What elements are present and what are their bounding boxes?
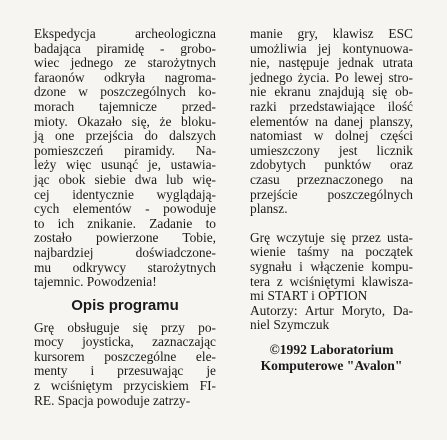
text-line: cej identycznie wyglądają-	[34, 186, 216, 202]
text-line: zostało powierzone Tobie,	[34, 230, 216, 246]
text-line: plansz.	[250, 201, 288, 217]
paragraph-gap	[250, 217, 413, 231]
text-line: elementów na danej planszy,	[250, 113, 413, 129]
text-line: cych elementów - powoduje	[34, 201, 216, 217]
text-line: natomiast w dolnej części	[250, 128, 413, 144]
text-line: badająca piramidę - grobo-	[34, 40, 216, 56]
text-line: tera z wciśniętymi klawisza-	[250, 273, 413, 289]
text-line: jąc obok siebie dwa lub wię-	[34, 171, 216, 187]
text-line: tajemnic. Powodzenia!	[34, 274, 157, 290]
text-line: jednego życia. Po lewej stro-	[250, 69, 413, 85]
text-line: morach tajemnicze przed-	[34, 98, 216, 114]
text-line: umożliwia jej kontynuowa-	[250, 40, 413, 56]
text-line: ją one przejścia do dalszych	[34, 128, 216, 144]
text-line: sygnału i włączenie kompu-	[250, 258, 413, 274]
text-line: menty i przesuwając je	[34, 363, 216, 379]
loading-instructions-paragraph	[250, 231, 413, 333]
text-line: leży więc usunąć je, ustawia-	[34, 157, 216, 173]
text-line: Ekspedycja archeologiczna	[34, 26, 216, 41]
text-line: mocy joysticka, zaznaczając	[34, 334, 216, 350]
text-line: zdobytych punktów oraz	[250, 157, 413, 173]
text-line: nie ekranu znajdują się ob-	[250, 84, 413, 100]
text-line: przejście poszczególnych	[250, 186, 413, 202]
text-line: razki przedstawiające ilość	[250, 98, 413, 114]
text-line: to ich znikanie. Zadanie to	[34, 215, 216, 231]
intro-paragraph	[34, 27, 216, 290]
text-line: nie, następuje jednak utrata	[250, 55, 413, 71]
text-line: dzone w poszczególnych ko-	[34, 84, 216, 100]
text-line: czasu przeznaczonego na	[250, 171, 413, 187]
text-line: kursorem poszczególne ele-	[34, 348, 216, 364]
text-line: wienie taśmy na początek	[250, 244, 413, 260]
text-line: mu odkrywcy starożytnych	[34, 259, 216, 275]
text-line: pomieszczeń piramidy. Na-	[34, 142, 216, 158]
copyright-line-2: Komputerowe "Avalon"	[260, 357, 403, 373]
text-line: wiec jednego ze starożytnych	[34, 55, 216, 71]
text-line: Grę obsługuje się przy po-	[34, 319, 216, 335]
controls-paragraph-continued	[250, 27, 413, 217]
copyright-block	[250, 342, 413, 374]
copyright-line-1: ©1992 Laboratorium	[269, 341, 394, 357]
text-line: mi START i OPTION	[250, 288, 368, 304]
text-line: manie gry, klawisz ESC	[250, 26, 413, 41]
controls-paragraph	[34, 321, 216, 409]
section-heading: Opis programu	[71, 296, 179, 314]
text-line: z wciśniętym przyciskiem FI-	[34, 378, 216, 394]
text-line: niel Szymczuk	[250, 317, 330, 333]
text-line: faraonów odkryła nagroma-	[34, 69, 216, 85]
text-line: mioty. Okazało się, że bloku-	[34, 113, 216, 129]
text-line: umieszczony jest licznik	[250, 142, 413, 158]
left-column	[34, 27, 216, 408]
text-line: Grę wczytuje się przez usta-	[250, 229, 413, 245]
text-line: Autorzy: Artur Moryto, Da-	[250, 302, 413, 318]
text-line: RE. Spacja powoduje zatrzy-	[34, 392, 191, 408]
right-column	[250, 27, 413, 374]
text-line: najbardziej doświadczone-	[34, 244, 216, 260]
